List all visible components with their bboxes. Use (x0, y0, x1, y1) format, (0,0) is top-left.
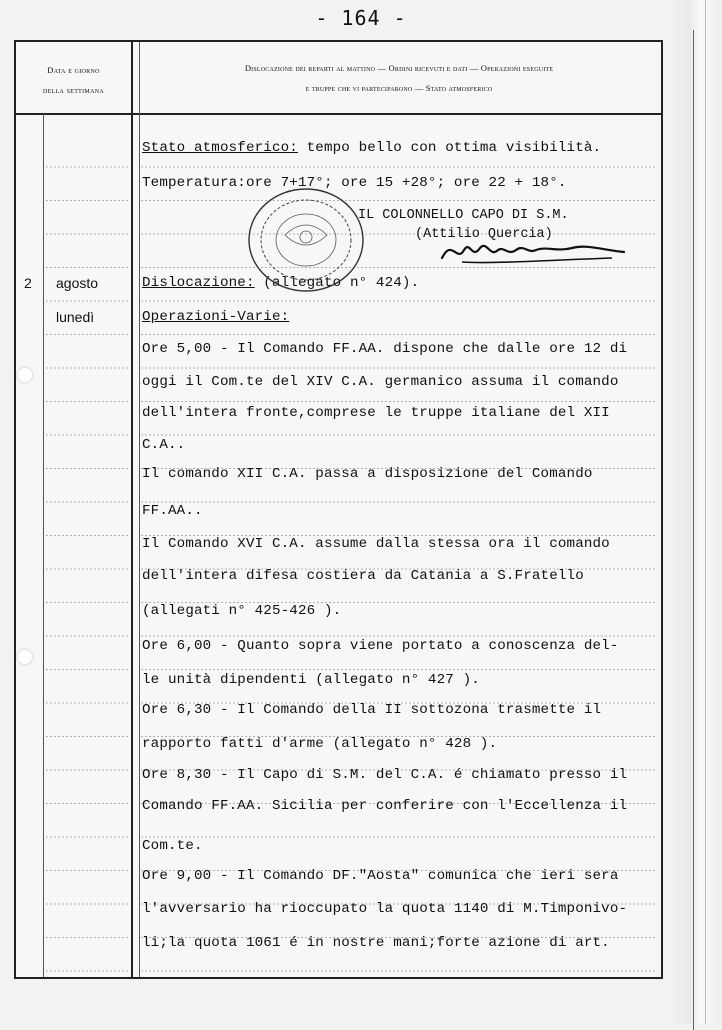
entry-line: rapporto fatti d'arme (allegato n° 428 ). (142, 736, 498, 752)
page-edge (668, 0, 722, 1024)
entry-line: C.A.. (142, 437, 186, 453)
entry-line (142, 140, 601, 156)
content-header-line1: Dislocazione dei reparti al mattino — Ordini ricevuti e dati — Operazioni eseguite (244, 63, 554, 73)
date-month: agosto (56, 275, 99, 291)
content-header-line2: e truppe che vi parteciparono — Stato atmosferico (305, 83, 493, 93)
entry-line: Il comando XII C.A. passa a disposizione del Comando (142, 466, 593, 482)
official-seal (245, 185, 367, 295)
date-day: 2 (24, 275, 32, 291)
entry-line: (allegati n° 425-426 ). (142, 603, 342, 619)
underlined-heading: Stato atmosferico: (142, 140, 298, 156)
date-header-line1: Data e giorno (47, 65, 100, 75)
entry-line: oggi il Com.te del XIV C.A. germanico assuma il comando (142, 374, 619, 390)
entry-line: Ore 9,00 - Il Comando DF."Aosta" comunica che ieri sera (142, 868, 619, 884)
entry-line (142, 309, 289, 325)
binding-line (693, 30, 694, 1030)
punch-hole (18, 650, 32, 664)
page-number: - 164 - (315, 6, 407, 30)
date-weekday: lunedì (56, 309, 95, 325)
underlined-heading: Dislocazione: (142, 275, 255, 291)
signature-name: (Attilio Quercia) (415, 227, 553, 242)
entry-line: Ore 6,00 - Quanto sopra viene portato a conoscenza del- (142, 638, 619, 654)
date-header-line2: della settimana (43, 85, 104, 95)
entry-line: Ore 5,00 - Il Comando FF.AA. dispone che dalle ore 12 di (142, 341, 628, 357)
signature-title: IL COLONNELLO CAPO DI S.M. (358, 208, 569, 223)
line-text: tempo bello con ottima visibilità. (297, 140, 602, 156)
underlined-heading: Operazioni-Varie: (142, 309, 290, 325)
entry-line: Com.te. (142, 838, 203, 854)
entry-line: dell'intera difesa costiera da Catania a S.Fratello (142, 568, 584, 584)
handwritten-signature (432, 228, 632, 278)
entry-line: FF.AA.. (142, 503, 203, 519)
entry-line: li;la quota 1061 é in nostre mani;forte azione di art. (142, 935, 610, 951)
line-text: (allegato n° 424). (254, 275, 420, 291)
entry-line: Comando FF.AA. Sicilia per conferire con l'Eccellenza il (142, 798, 628, 814)
entry-line: Temperatura:ore 7+17°; ore 15 +28°; ore 22 + 18°. (142, 175, 567, 191)
entry-line: Ore 8,30 - Il Capo di S.M. del C.A. é chiamato presso il (142, 767, 628, 783)
binding-line (705, 0, 706, 1024)
entry-line: Il Comando XVI C.A. assume dalla stessa ora il comando (142, 536, 610, 552)
entry-line: le unità dipendenti (allegato n° 427 ). (142, 672, 480, 688)
punch-hole (18, 368, 32, 382)
entry-line: Ore 6,30 - Il Comando della II sottozona trasmette il (142, 702, 602, 718)
entry-line: dell'intera fronte,comprese le truppe italiane del XII (142, 405, 610, 421)
entry-line: l'avversario ha rioccupato la quota 1140 di M.Timponivo- (142, 901, 628, 917)
